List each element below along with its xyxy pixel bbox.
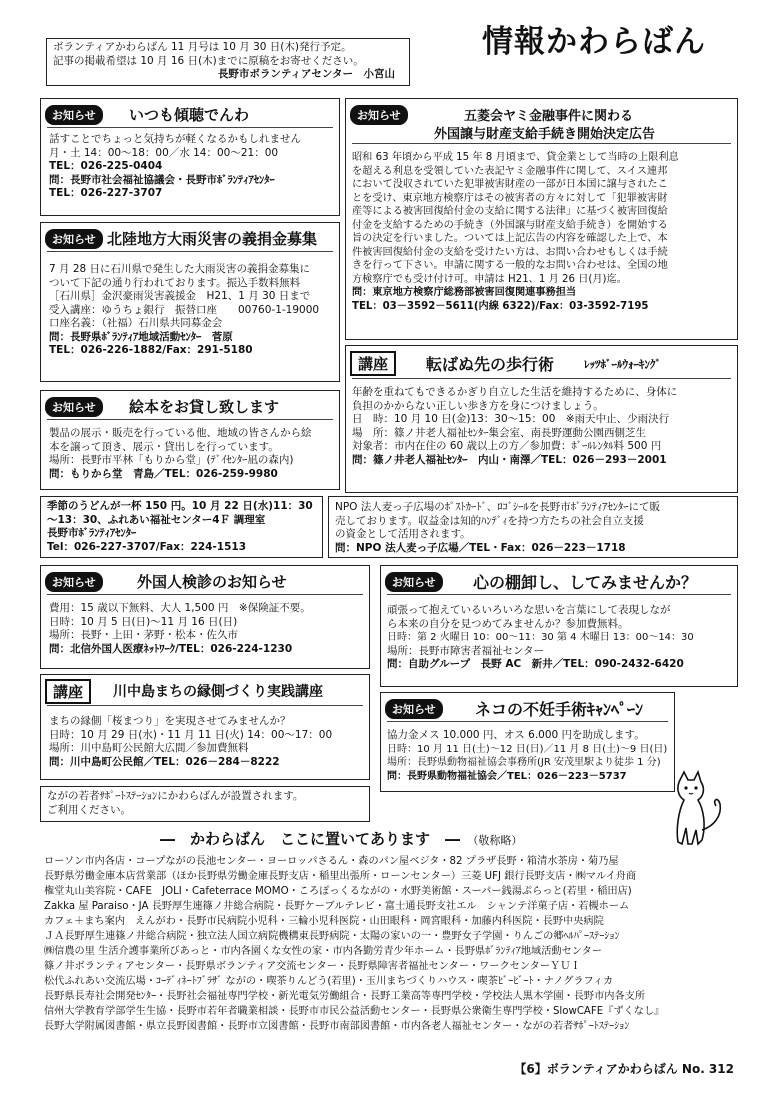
locations-note: （敬称略） — [467, 834, 523, 847]
article-contact: 問：北信外国人医療ﾈｯﾄﾜｰｸ/TEL：026-224-1230 — [49, 642, 293, 655]
article-title: 北陸地方大雨災害の義捐金募集 — [107, 230, 318, 248]
article-line: とを受け、東京地方検察庁はその被害者の方々に対して「犯罪被害財 — [352, 192, 668, 204]
article-line: 7 月 28 日に石川県で発生した大雨災害の義捐金募集に — [49, 263, 311, 275]
article-line: 費用：15 歳以下無料、大人 1,500 円 ※保険証不要。 — [49, 602, 311, 614]
article-line: 日時：第 2 火曜日 10：00～11：30 第 4 木曜日 13：00～14：30 — [387, 632, 694, 643]
location-line: 権堂丸山美容院・CAFE JOLI・Cafeterrace MOMO・ころぽっくるながの・水野美術館・スーパー銭湯ぷらっと(若里・稲田店) — [44, 886, 632, 897]
article-foreigner — [40, 565, 370, 669]
location-line: 長野県長寿社会開発ｾﾝﾀｰ・長野社会福祉専門学校・新光電気労働組合・長野工業高等専門学校・学校法人黒木学園・長野市内各支所 — [44, 991, 646, 1002]
notice-signature: 長野市ボランティアセンター 小宮山 — [217, 68, 395, 80]
article-contact: 問：自助グループ 長野 AC 新井／TEL：090-2432-6420 — [387, 658, 684, 670]
location-line: 篠ノ井ボランティアセンター・長野県ボランティア交流センター・長野県障害者福祉センター・ワークセンターＹＵＩ — [44, 961, 581, 972]
article-contact: 問：川中島町公民館／TEL：026－284－8222 — [49, 755, 280, 768]
notice-line: 記事の掲載希望は 10 月 16 日(木)までに原稿をお寄せください。 — [53, 54, 364, 67]
article-line: 日時：10 月 11 日(土)～12 日(日)／11 月 8 日(土)～9 日(日) — [387, 743, 668, 755]
article-contact: 長野市ﾎﾞﾗﾝﾃｨｱｾﾝﾀｰ — [47, 527, 137, 539]
article-line: 付金を支給するための手続き（外国譲与財産支給手続き）を開始する — [352, 219, 668, 231]
article-line: 話すことでちょっと気持ちが軽くなるかもしれません — [49, 133, 301, 145]
oshirase-badge: お知らせ — [385, 699, 443, 719]
article-line: 方検察庁でも受け付け可。申請は H21、1 月 26 日(月)迄。 — [352, 273, 627, 285]
article-line: 場所：長野市障害者福祉センター — [387, 644, 545, 657]
article-picturebook — [40, 390, 340, 490]
article-line: 月・土 14：00～18：00／水 14：00～21：00 — [49, 146, 279, 159]
article-line: 旨の決定を行いました。ついては上記広告の内容を確認した上で、本 — [352, 233, 668, 244]
article-title: 川中島まちの縁側づくり実践講座 — [113, 684, 323, 700]
article-line: 件被害回復給付金の支給を受けたい方は、お問い合わせもしくは手続 — [352, 246, 668, 258]
article-contact: 問：もりから堂 青島／TEL：026-259-9980 — [49, 467, 278, 480]
location-line: 松代ふれあい交流広場・ｺｰﾃﾞｨﾈｰﾄﾌﾞﾗｻﾞ ながの・喫茶りんどう(若里)・玉川まちづくりハウス・喫茶ﾋﾞｰﾋﾞｰﾄ・ナノグラフィカ — [44, 976, 614, 987]
article-line: ら本来の自分を見つめてみませんか？参加費無料。 — [387, 617, 629, 630]
oshirase-badge: お知らせ — [45, 229, 103, 249]
article-title: 転ばぬ先の歩行術 — [426, 355, 555, 374]
article-contact: TEL：03－3592－5611(内線 6322)/Fax：03-3592-7195 — [352, 300, 649, 312]
article-donation — [40, 222, 340, 382]
article-contact: TEL：026-226-1882/Fax：291-5180 — [49, 344, 253, 356]
article-yami — [345, 98, 738, 340]
location-line: ㈱信農の里 生活介護事業所びあっと・市内各園くな女性の家・市内各勤労青少年ホーム・長野県ﾎﾞﾗﾝﾃｨｱ地域活動センター — [44, 946, 602, 957]
notice-line: ボランティアかわらばん 11 月号は 10 月 30 日(木)発行予定。 — [53, 41, 352, 53]
location-line: 信州大学教育学部学生生協・長野市若年者職業相談・長野市市民公益活動センター・長野県公衆衛生専門学校・SlowCAFE『ずくなし』 — [44, 1006, 665, 1017]
location-line: 長野県労働金庫本店営業部（ほか長野県労働金庫長野支店・稲里出張所・ローンセンター）三菱 UFJ 銀行長野支店・㈱マルイ舟商 — [44, 871, 637, 882]
article-title: ネコの不妊手術ｷｬﾝﾍﾟｰﾝ — [475, 700, 644, 719]
article-title: 心の棚卸し、してみませんか？ — [473, 573, 698, 592]
article-line: 頑張って抱えているいろいろな思いを言葉にして表現しなが — [387, 604, 671, 616]
location-line: ＪＡ長野厚生連篠ノ井総合病院・独立法人国立病院機構東長野病院・太陽の家いの一・豊野女子学園・りんごの郷ﾍﾙﾊﾟｰｽﾃｰｼｮﾝ — [44, 931, 620, 942]
article-line: 対象者：市内在住の 60 歳以上の方／参加費：ﾎﾞｰﾙﾚﾝﾀﾙ料 500 円 — [352, 440, 662, 452]
article-line: 場 所：篠ノ井老人福祉ｾﾝﾀｰ集会室、南長野運動公園西側芝生 — [352, 426, 646, 439]
oshirase-badge: お知らせ — [45, 572, 103, 592]
article-line: 場所：長野県動物福祉協会事務所(JR 安茂里駅より徒歩 1 分) — [387, 757, 661, 768]
article-npo — [328, 496, 738, 558]
article-heart — [380, 565, 738, 687]
location-line: ローソン市内各店・コープながの長池センター・ヨーロッパさるん・森のパン屋ベジタ・82 プラザ長野・箱清水茶房・菊乃屋 — [44, 856, 619, 867]
kouza-badge: 講座 — [45, 679, 91, 704]
page-title: 情報かわらばん — [482, 24, 706, 60]
article-contact: 問：東京地方検察庁総務部被害回復関連事務担当 — [352, 287, 577, 298]
article-walking — [345, 345, 738, 493]
article-line: の資金として活用されます。 — [335, 528, 471, 540]
article-title: 五菱会ヤミ金融事件に関わる — [464, 109, 634, 124]
article-line: 本を譲って頂き、展示・貸出しを行っています。 — [49, 440, 279, 453]
article-line: 産等による被害回復給付金の支給に関する法律」に基づく被害回復給 — [352, 206, 668, 217]
article-line: 日 時：10 月 10 日(金)13：30～15：00 ※雨天中止、少雨決行 — [352, 413, 670, 425]
oshirase-badge: お知らせ — [350, 105, 408, 125]
article-line: 製品の展示・販売を行っている他、地域の皆さんから絵 — [49, 427, 312, 439]
article-line: 場所：長野・上田・茅野・松本・佐久市 — [49, 629, 238, 641]
article-line: 日時：10 月 5 日(日)～11 月 16 日(日) — [49, 615, 238, 628]
article-line: 場所：長野市平林「もりから堂」(ﾃﾞｲｾﾝﾀｰ凪の森内) — [49, 454, 294, 466]
article-contact: Tel：026-227-3707/Fax：224-1513 — [47, 540, 247, 553]
article-line: ［石川県］金沢豪雨災害義援金 H21、1 月 30 日まで — [49, 290, 311, 302]
article-line: TEL：026-225-0404 — [49, 160, 163, 172]
location-line: カフェ＋まち案内 えんがわ・長野市民病院小児科・三輪小児科医院・山田眼科・岡宮眼科・加藤内科医院・長野中央病院 — [44, 916, 604, 927]
article-line: 季節のうどんが一杯 150 円。10 月 22 日(水)11：30 — [47, 500, 313, 512]
locations-heading — [160, 828, 522, 849]
page-footer: 【6】ボランティアかわらばん No. 312 — [514, 1062, 734, 1076]
article-line: 場所：川中島町公民館大広間／参加費無料 — [49, 742, 249, 754]
article-line: 日時：10 月 29 日(水)・11 月 11 日(火) 14：00～17：00 — [49, 728, 333, 741]
article-subtitle: 外国譲与財産支給手続き開始決定広告 — [434, 127, 656, 142]
article-line: ながの若者ｻﾎﾟｰﾄｽﾃｰｼｮﾝにかわらばんが設置されます。 — [47, 790, 304, 802]
article-line: ついて下記の通り行われております。振込手数料無料 — [49, 276, 301, 289]
article-line: 口座名義：（社福）石川県共同募金会 — [49, 317, 223, 329]
article-title: いつも傾聴でんわ — [129, 106, 250, 124]
article-line: ～13：30、ふれあい福祉センター4Ｆ 調理室 — [47, 513, 266, 526]
oshirase-badge: お知らせ — [45, 397, 103, 417]
article-contact: TEL：026-227-3707 — [49, 187, 163, 199]
article-cat — [380, 692, 675, 792]
article-line: を超える利息を受領していた表記ヤミ金融事件に関して、スイス連邦 — [352, 165, 668, 177]
article-contact: 問：長野市社会福祉協議会・長野市ﾎﾞﾗﾝﾃｨｱｾﾝﾀｰ — [49, 173, 275, 186]
article-udon — [40, 496, 323, 558]
article-line: 受入講座：ゆうちょ銀行 振替口座 00760-1-19000 — [49, 303, 320, 316]
article-title: 絵本をお貸し致します — [129, 398, 280, 416]
article-listening — [40, 98, 340, 216]
article-line: 年齢を重ねてもできるかぎり自立した生活を維持するために、身体に — [352, 386, 678, 398]
notice-top — [46, 38, 410, 86]
article-line: において没収されていた犯罪被害財産の一部が日本国に譲与されたこ — [352, 179, 668, 190]
article-subtitle: ﾚｯﾂﾎﾞｰﾙｳｫｰｷﾝｸﾞ — [584, 358, 661, 371]
article-line: ご利用ください。 — [47, 803, 131, 816]
kouza-badge: 講座 — [350, 351, 396, 376]
location-line: 長野大学附属図書館・県立長野図書館・長野市立図書館・長野市南部図書館・市内各老人福祉センター・ながの若者ｻﾎﾟｰﾄｽﾃｰｼｮﾝ — [44, 1021, 630, 1032]
article-line: 負担のかからない正しい歩き方を身につけましょう。 — [352, 399, 604, 412]
article-title: 外国人検診のお知らせ — [137, 573, 287, 591]
oshirase-badge: お知らせ — [45, 105, 103, 125]
article-line: 昭和 63 年頃から平成 15 年 8 月頃まで、貸金業として当時の上限利息 — [352, 152, 679, 163]
article-contact: 問：篠ノ井老人福祉ｾﾝﾀｰ 内山・南澤／TEL：026－293－2001 — [352, 453, 667, 466]
article-line: きを行って下さい。申請に関する一般的なお問い合わせは、全国の地 — [352, 260, 668, 271]
article-line: まちの縁側「桜まつり」を実現させてみませんか？ — [49, 715, 291, 727]
article-contact: 問：NPO 法人麦っ子広場／TEL・Fax：026－223－1718 — [335, 541, 626, 554]
article-contact: 問：長野県動物福祉協会／TEL：026－223－5737 — [387, 770, 627, 782]
article-line: NPO 法人麦っ子広場のﾎﾟｽﾄｶｰﾄﾞ、ﾛｺﾞｼｰﾙを長野市ﾎﾞﾗﾝﾃｨｱｾﾝﾀｰにて販 — [335, 501, 661, 513]
oshirase-badge: お知らせ — [385, 572, 443, 592]
locations-title: ― かわらばん ここに置いてあります ― — [160, 830, 461, 848]
article-line: 協力金メス 10.000 円、オス 6.000 円を助成します。 — [387, 729, 645, 741]
article-engawa — [40, 674, 370, 780]
cat-illustration — [660, 770, 730, 850]
article-support — [40, 786, 370, 822]
article-line: 売しております。収益金は知的ﾊﾝﾃﾞｨを持つ方たちの社会自立支援 — [335, 514, 644, 527]
article-contact: 問：長野県ﾎﾞﾗﾝﾃｨｱ地域活動ｾﾝﾀｰ 菅原 — [49, 330, 233, 343]
location-line: Zakka 屋 Paraiso・JA 長野厚生連篠ノ井総合病院・長野ケーブルテレビ・富士通長野支社エル シャンテ洋菓子店・若槻ホーム — [44, 901, 630, 912]
